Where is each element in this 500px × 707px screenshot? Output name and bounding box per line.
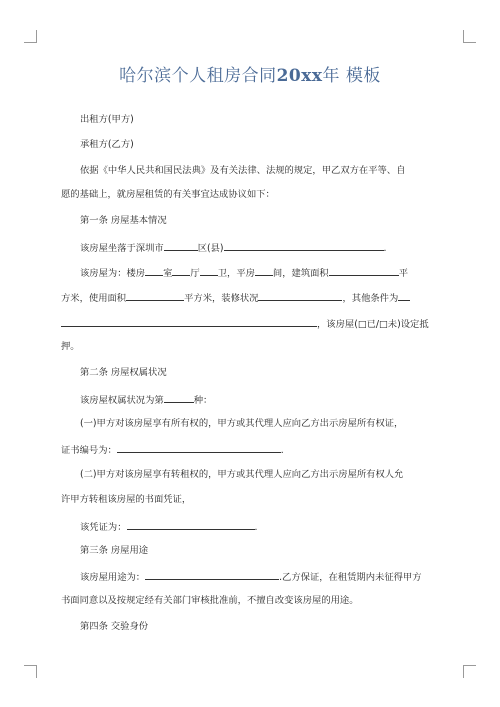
article-1-mortgage-end: 押。 — [61, 341, 80, 352]
article-3-heading: 第三条 房屋用途 — [80, 545, 149, 556]
layout-text-a: 该房屋为：楼房 — [80, 268, 146, 279]
bungalow-rooms-blank — [255, 266, 273, 276]
lessor-line: 出租方(甲方) — [80, 114, 134, 125]
article-2-voucher — [80, 520, 257, 534]
document-title — [0, 61, 500, 86]
baths-blank — [200, 266, 218, 276]
mortgage-text: ，该房屋(□已/□未)设定抵 — [317, 319, 429, 330]
article-3-use-cont: 书面同意以及按规定经有关部门审核批准前，不擅自改变该房屋的用途。 — [61, 595, 359, 606]
layout-text-b: 室 — [163, 268, 173, 279]
certificate-number-blank — [117, 443, 281, 453]
article-2-option-2-cont: 许甲方转租该房屋的书面凭证， — [61, 494, 192, 505]
use-text-b: .乙方保证，在租赁期内未征得甲方 — [279, 572, 422, 583]
area-text-c: ，其他条件为 — [342, 293, 399, 304]
halls-blank — [172, 266, 190, 276]
title-suffix: 年 模板 — [322, 66, 381, 86]
decoration-blank — [258, 291, 342, 301]
intro-line-2: 愿的基础上，就房屋租赁的有关事宜达成协议如下： — [61, 189, 275, 200]
area-text-b: 平方米，装修状况 — [184, 293, 259, 304]
article-4-heading: 第四条 交验身份 — [80, 621, 149, 632]
district-blank — [164, 241, 198, 251]
use-blank — [145, 570, 279, 580]
title-prefix: 哈尔滨个人租房合同 — [119, 66, 277, 86]
article-2-certificate-number — [61, 443, 284, 457]
title-year: 20xx — [276, 66, 323, 86]
voucher-text: 该凭证为： — [80, 522, 127, 533]
layout-text-c: 厅 — [190, 268, 200, 279]
use-text-a: 该房屋用途为： — [80, 572, 146, 583]
status-text-b: 种： — [193, 395, 213, 406]
layout-text-e: 间，建筑面积 — [272, 268, 329, 279]
lessee-line: 承租方(乙方) — [80, 139, 134, 150]
crop-mark-top-left — [24, 30, 37, 43]
article-1-layout — [80, 266, 408, 280]
intro-line-1: 依据《中华人民共和国民法典》及有关法律、法规的规定，甲乙双方在平等、自 — [80, 165, 406, 176]
cert-number-text: 证书编号为： — [61, 445, 117, 456]
usable-area-blank — [126, 291, 184, 301]
crop-mark-bottom-left — [24, 665, 37, 678]
article-2-option-2: (二)甲方对该房屋享有转租权的，甲方或其代理人应向乙方出示房屋所有权人允 — [80, 469, 404, 480]
location-text-b: 区(县) — [197, 243, 224, 254]
article-3-use — [80, 570, 422, 584]
article-2-option-1: (一)甲方对该房屋享有所有权的，甲方或其代理人应向乙方出示房屋所有权证， — [80, 418, 404, 429]
layout-text-f: 平 — [398, 268, 409, 279]
area-text-a: 方米，使用面积 — [61, 293, 127, 304]
location-text-c: . — [383, 243, 387, 254]
article-2-status — [80, 393, 212, 407]
voucher-blank — [127, 520, 255, 530]
article-2-heading: 第二条 房屋权属状况 — [80, 367, 167, 378]
address-blank — [224, 241, 384, 251]
article-1-heading: 第一条 房屋基本情况 — [80, 215, 167, 226]
ownership-type-blank — [164, 393, 194, 403]
status-text-a: 该房屋权属状况为第 — [80, 395, 164, 406]
article-1-area — [61, 291, 410, 305]
voucher-end: . — [254, 522, 258, 533]
article-1-location — [80, 241, 387, 255]
other-conditions-blank — [398, 291, 410, 301]
building-area-blank — [329, 266, 399, 276]
other-conditions-blank-cont — [61, 317, 317, 327]
layout-text-d: 卫，平房 — [217, 268, 255, 279]
rooms-blank — [145, 266, 163, 276]
cert-number-end: . — [280, 445, 284, 456]
crop-mark-top-right — [463, 30, 476, 43]
location-text-a: 该房屋坐落于深圳市 — [80, 243, 164, 254]
crop-mark-bottom-right — [463, 665, 476, 678]
article-1-mortgage — [61, 317, 429, 331]
